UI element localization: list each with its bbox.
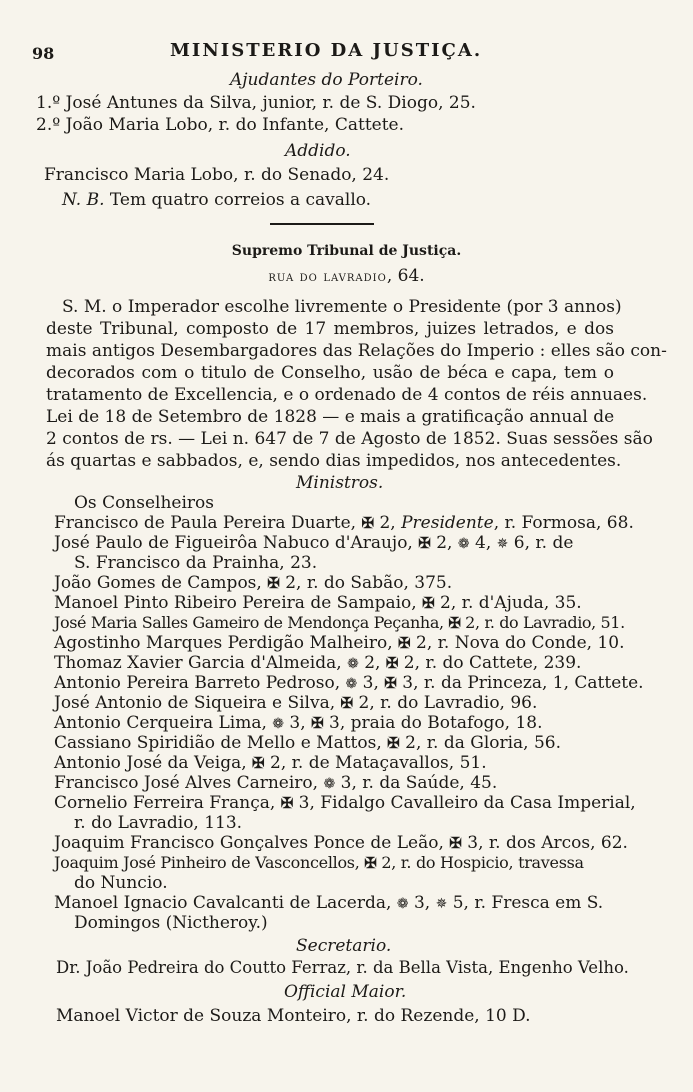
- star-medal-icon: ✵: [496, 536, 509, 552]
- cross-icon: ✠: [340, 694, 354, 712]
- section-divider: [270, 223, 374, 225]
- cross-icon: ✠: [267, 574, 280, 592]
- minister-entry-cont: Domingos (Nictheroy.): [74, 913, 268, 933]
- paragraph-line: mais antigos Desembargadores das Relações do Imperio : elles são con-: [46, 341, 667, 361]
- rose-medal-icon: ❁: [347, 656, 359, 672]
- minister-entry: Joaquim José Pinheiro de Vasconcellos, ✠ 2, r. do Hospicio, travessa: [54, 853, 584, 872]
- minister-entry: Francisco José Alves Carneiro, ❁ 3, r. da Saúde, 45.: [54, 773, 498, 793]
- cross-icon: ✠: [364, 854, 377, 872]
- minister-entry: José Paulo de Figueirôa Nabuco d'Araujo, ✠ 2, ❁ 4, ✵ 6, r. de: [54, 533, 574, 553]
- official-entry: Manoel Victor de Souza Monteiro, r. do Rezende, 10 D.: [56, 1006, 531, 1026]
- addido-heading: Addido.: [285, 141, 351, 161]
- paragraph-line: decorados com o titulo de Conselho, usão de béca e capa, tem o: [46, 363, 614, 383]
- minister-entry: José Maria Salles Gameiro de Mendonça Peçanha, ✠ 2, r. do Lavradio, 51.: [54, 613, 625, 632]
- tribunal-title: Supremo Tribunal de Justiça.: [231, 243, 462, 259]
- cross-icon: ✠: [449, 834, 462, 852]
- rose-medal-icon: ❁: [272, 716, 285, 732]
- minister-entry-cont: r. do Lavradio, 113.: [74, 813, 243, 833]
- star-medal-icon: ✵: [435, 896, 448, 912]
- addido-entry: Francisco Maria Lobo, r. do Senado, 24.: [44, 165, 390, 185]
- note-text: Tem quatro correios a cavallo.: [109, 190, 372, 210]
- paragraph-line: tratamento de Excellencia, e o ordenado de 4 contos de réis annuaes.: [46, 385, 648, 405]
- minister-entry: Thomaz Xavier Garcia d'Almeida, ❁ 2, ✠ 2, r. do Cattete, 239.: [54, 653, 582, 673]
- minister-entry: Manoel Ignacio Cavalcanti de Lacerda, ❁ 3, ✵ 5, r. Fresca em S.: [54, 893, 604, 913]
- minister-entry: Antonio José da Veiga, ✠ 2, r. de Mataçavallos, 51.: [54, 753, 487, 773]
- cross-icon: ✠: [448, 614, 461, 632]
- official-heading: Official Maior.: [284, 982, 407, 1002]
- note: [62, 190, 371, 210]
- minister-entry: José Antonio de Siqueira e Silva, ✠ 2, r. do Lavradio, 96.: [54, 693, 538, 713]
- rose-medal-icon: ❁: [396, 896, 409, 912]
- secretario-heading: Secretario.: [296, 936, 392, 956]
- ministros-heading: Ministros.: [296, 473, 384, 493]
- conselheiros-label: Os Conselheiros: [74, 493, 215, 513]
- page-number: 98: [32, 44, 55, 63]
- paragraph-line: 2 contos de rs. — Lei n. 647 de 7 de Agosto de 1852. Suas sessões são: [46, 429, 653, 449]
- cross-icon: ✠: [418, 534, 431, 552]
- cross-icon: ✠: [361, 514, 375, 532]
- cross-icon: ✠: [385, 654, 399, 672]
- rose-medal-icon: ❁: [323, 776, 336, 792]
- porteiro-item-2: 2.º João Maria Lobo, r. do Infante, Cattete.: [36, 115, 405, 135]
- minister-entry: Antonio Cerqueira Lima, ❁ 3, ✠ 3, praia do Botafogo, 18.: [54, 713, 543, 733]
- paragraph-line: S. M. o Imperador escolhe livremente o Presidente (por 3 annos): [62, 297, 622, 317]
- tribunal-address: [0, 266, 693, 287]
- rose-medal-icon: ❁: [345, 676, 358, 692]
- cross-icon: ✠: [398, 634, 411, 652]
- paragraph-line: Lei de 18 de Setembro de 1828 — e mais a gratificação annual de: [46, 407, 615, 427]
- minister-entry-cont: do Nuncio.: [74, 873, 168, 893]
- cross-icon: ✠: [252, 754, 265, 772]
- minister-entry: Francisco de Paula Pereira Duarte, ✠ 2, Presidente, r. Formosa, 68.: [54, 513, 634, 533]
- secretario-entry: Dr. João Pedreira do Coutto Ferraz, r. da Bella Vista, Engenho Velho.: [56, 958, 629, 977]
- porteiro-item-1: 1.º José Antunes da Silva, junior, r. de S. Diogo, 25.: [36, 93, 476, 113]
- minister-entry: Antonio Pereira Barreto Pedroso, ❁ 3, ✠ 3, r. da Princeza, 1, Cattete.: [54, 673, 644, 693]
- address-street: rua do lavradio: [268, 269, 387, 285]
- cross-icon: ✠: [422, 594, 435, 612]
- minister-entry: Joaquim Francisco Gonçalves Ponce de Leão, ✠ 3, r. dos Arcos, 62.: [54, 833, 628, 853]
- rose-medal-icon: ❁: [457, 536, 470, 552]
- cross-icon: ✠: [387, 734, 400, 752]
- page-header: MINISTERIO DA JUSTIÇA.: [170, 40, 483, 61]
- minister-entry: Cornelio Ferreira França, ✠ 3, Fidalgo Cavalleiro da Casa Imperial,: [54, 793, 636, 813]
- cross-icon: ✠: [384, 674, 397, 692]
- cross-icon: ✠: [280, 794, 294, 812]
- paragraph-line: deste Tribunal, composto de 17 membros, juizes letrados, e dos: [46, 319, 614, 339]
- minister-entry: Cassiano Spiridião de Mello e Mattos, ✠ 2, r. da Gloria, 56.: [54, 733, 562, 753]
- note-label: N. B.: [62, 190, 105, 210]
- cross-icon: ✠: [311, 714, 324, 732]
- paragraph-line: ás quartas e sabbados, e, sendo dias impedidos, nos antecedentes.: [46, 451, 622, 471]
- minister-entry: Manoel Pinto Ribeiro Pereira de Sampaio, ✠ 2, r. d'Ajuda, 35.: [54, 593, 582, 613]
- address-number: , 64.: [386, 266, 425, 286]
- porteiro-heading: Ajudantes do Porteiro.: [230, 70, 423, 90]
- minister-entry: Agostinho Marques Perdigão Malheiro, ✠ 2, r. Nova do Conde, 10.: [54, 633, 625, 653]
- minister-entry: João Gomes de Campos, ✠ 2, r. do Sabão, 375.: [54, 573, 453, 593]
- minister-entry-cont: S. Francisco da Prainha, 23.: [74, 553, 318, 573]
